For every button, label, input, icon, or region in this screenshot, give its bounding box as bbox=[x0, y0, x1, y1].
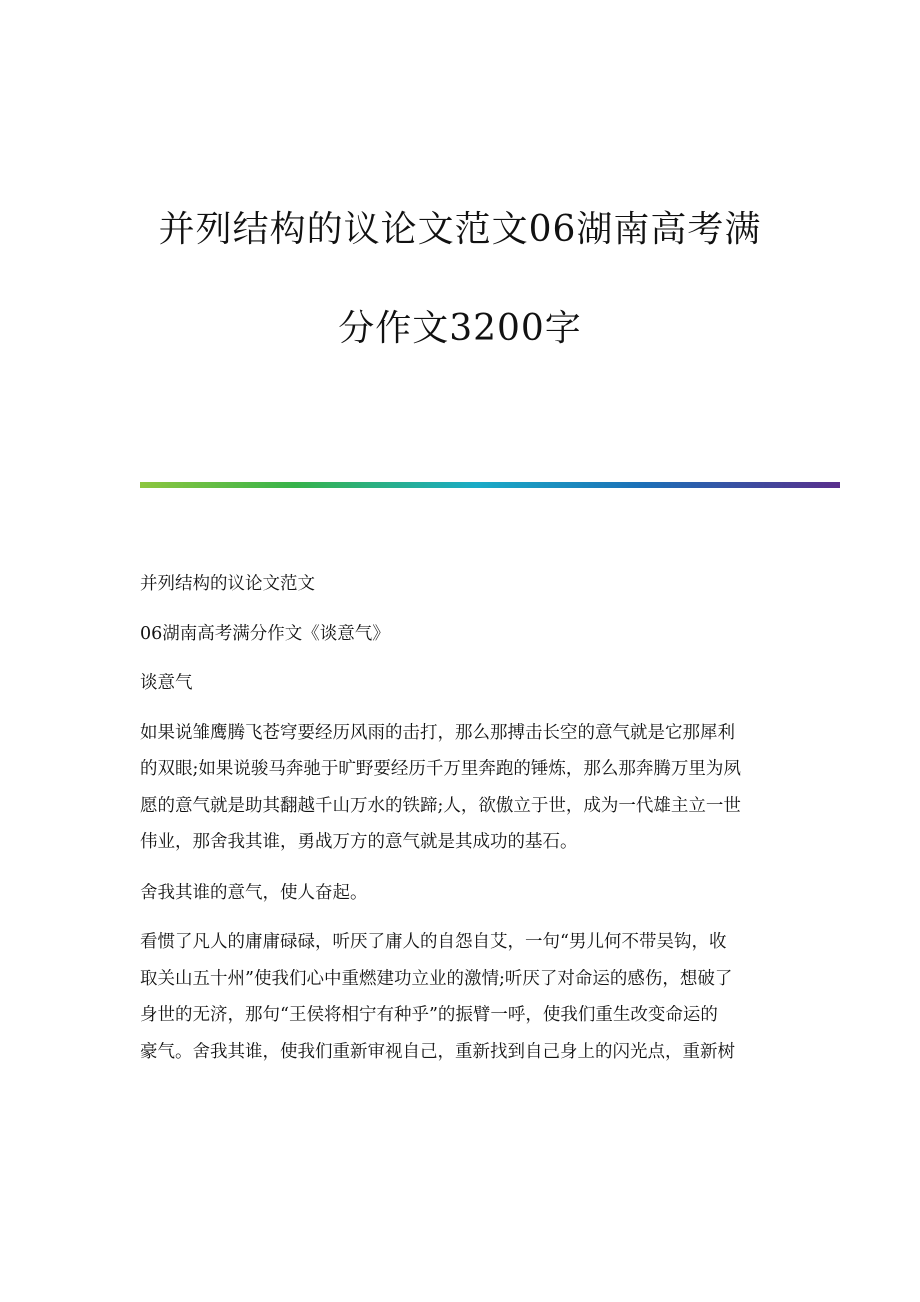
paragraph-argument bbox=[140, 924, 790, 1070]
paragraph-essay-title: 谈意气 bbox=[140, 673, 193, 693]
gradient-divider bbox=[140, 482, 840, 488]
text-line: 愿的意气就是助其翻越千山万水的铁蹄;人，欲傲立于世，成为一代雄主立一世 bbox=[140, 795, 741, 816]
text-line: 取关山五十州”使我们心中重燃建功立业的激情;听厌了对命运的感伤，想破了 bbox=[140, 968, 733, 989]
title-line-2: 分作文3200字 bbox=[338, 308, 582, 349]
text-line: 如果说雏鹰腾飞苍穹要经历风雨的击打，那么那搏击长空的意气就是它那犀利 bbox=[140, 722, 735, 743]
text-line: 身世的无济，那句“王侯将相宁有种乎”的振臂一呼，使我们重生改变命运的 bbox=[140, 1005, 718, 1025]
text-line: 看惯了凡人的庸庸碌碌，听厌了庸人的自怨自艾，一句“男儿何不带吴钩，收 bbox=[140, 932, 727, 952]
title-line-1: 并列结构的议论文范文06湖南高考满 bbox=[158, 209, 762, 250]
document-title bbox=[110, 210, 810, 349]
text-line: 的双眼;如果说骏马奔驰于旷野要经历千万里奔跑的锤炼，那么那奔腾万里为夙 bbox=[140, 759, 741, 779]
paragraph-intro bbox=[140, 715, 790, 861]
paragraph-subtitle: 06湖南高考满分作文《谈意气》 bbox=[140, 623, 390, 644]
text-line: 豪气。舍我其谁，使我们重新审视自己，重新找到自己身上的闪光点，重新树 bbox=[140, 1041, 735, 1062]
text-line: 伟业，那舍我其谁，勇战万方的意气就是其成功的基石。 bbox=[140, 832, 578, 852]
document-body bbox=[140, 566, 790, 1084]
paragraph-thesis: 舍我其谁的意气，使人奋起。 bbox=[140, 882, 368, 903]
paragraph-heading: 并列结构的议论文范文 bbox=[140, 574, 315, 594]
